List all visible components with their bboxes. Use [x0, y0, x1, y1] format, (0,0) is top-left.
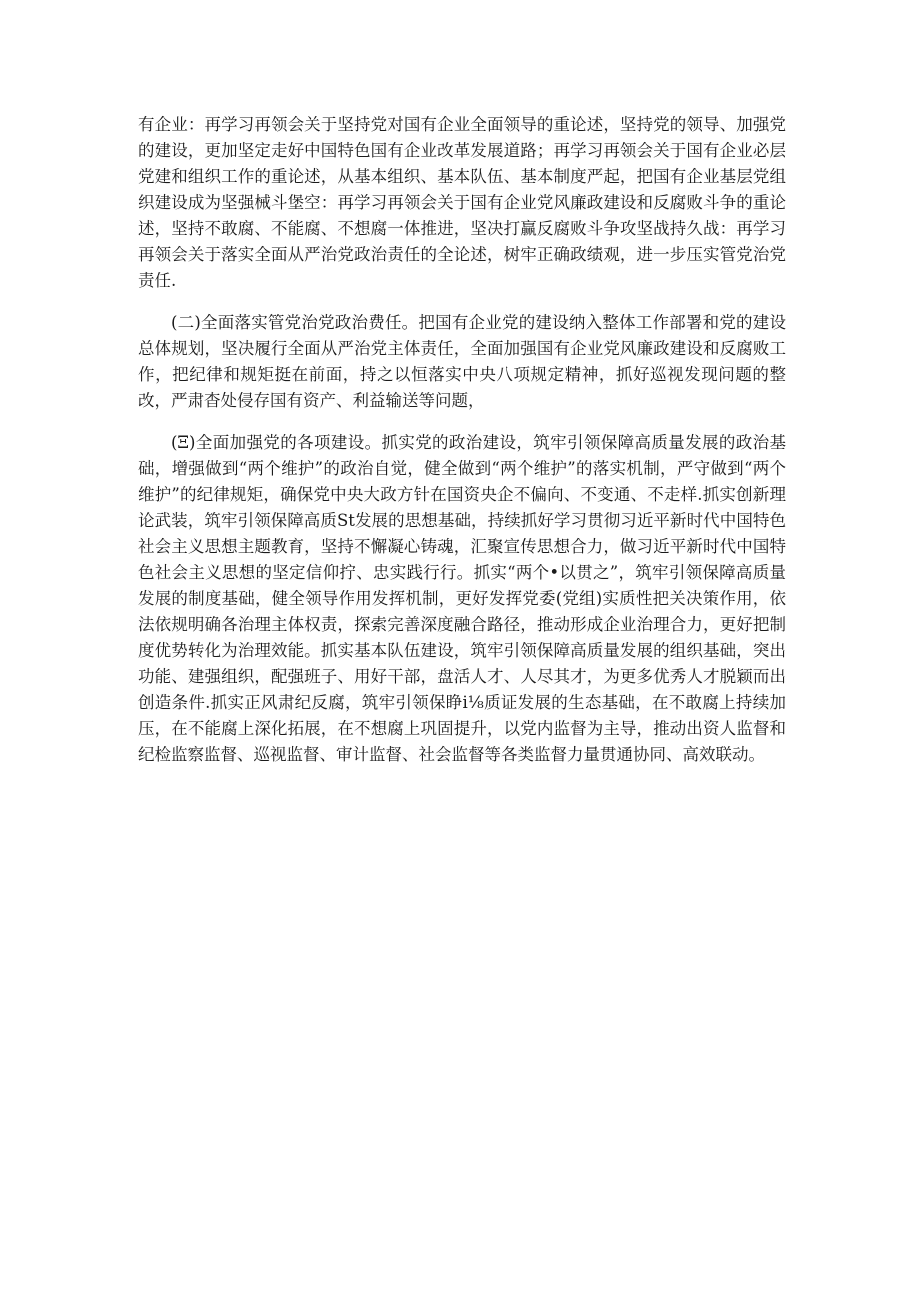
document-body: [138, 112, 786, 784]
paragraph-continuation: 有企业：再学习再领会关于坚持党对国有企业全面领导的重论述，坚持党的领导、加强党的建设，更加坚定走好中国特色国有企业改革发展道路；再学习再领会关于国有企业必层党建和组织工作的重论述，从基本组织、基本队伍、基本制度严起，把国有企业基层党组织建设成为坚强械斗堡空：再学习再领会关于国有企业党风廉政建设和反腐败斗争的重论述，坚持不敢腐、不能腐、不想腐一体推进，坚决打赢反腐败斗争攻坚战持久战：再学习再领会关于落实全面从严治党政治责任的全论述，树牢正确政绩观，进一步压实管党治党责任.: [138, 115, 786, 290]
paragraph-section-3: (Ξ)全面加强党的各项建设。抓实党的政治建设，筑牢引领保障高质量发展的政治基础，增强做到“两个维护”的政治自觉，健全做到“两个维护”的落实机制，严守做到“两个维护”的纪律规矩，确保党中央大政方针在国资央企不偏向、不变通、不走样.抓实创新理论武装，筑牢引领保障高质St发展的思想基础，持续抓好学习贯彻习近平新时代中国特色社会主义思想主题教育，坚持不懈凝心铸魂，汇聚宣传思想合力，做习近平新时代中国特色社会主义思想的坚定信仰拧、忠实践行行。抓实“两个•以贯之”，筑牢引领保障高质量发展的制度基础，健全领导作用发挥机制，更好发挥党委(党组)实质性把关决策作用，依法依规明确各治理主体权责，探索完善深度融合路径，推动形成企业治理合力，更好把制度优势转化为治理效能。抓实基本队伍建设，筑牢引领保障高质量发展的组织基础，突出功能、建强组织，配强班子、用好干部，盘活人才、人尽其才，为更多优秀人才脱颖而出创造条件.抓实正风肃纪反腐，筑牢引领保睁i⅛质证发展的生态基础，在不敢腐上持续加压，在不能腐上深化拓展，在不想腐上巩固提升，以党内监督为主导，推动出资人监督和纪检监察监督、巡视监督、审计监督、社会监督等各类监督力量贯通协同、高效联动。: [138, 433, 786, 764]
paragraph-section-2: (二)全面落实管党治党政治费任。把国有企业党的建设纳入整体工作部署和党的建设总体规划，坚决履行全面从严治党主体责任，全面加强国有企业党风廉政建设和反腐败工作，把纪律和规矩挺在前面，持之以恒落实中央八项规定精神，抓好巡视发现问题的整改，严肃杳处侵存国有资产、利益输送等问题，: [138, 313, 786, 410]
